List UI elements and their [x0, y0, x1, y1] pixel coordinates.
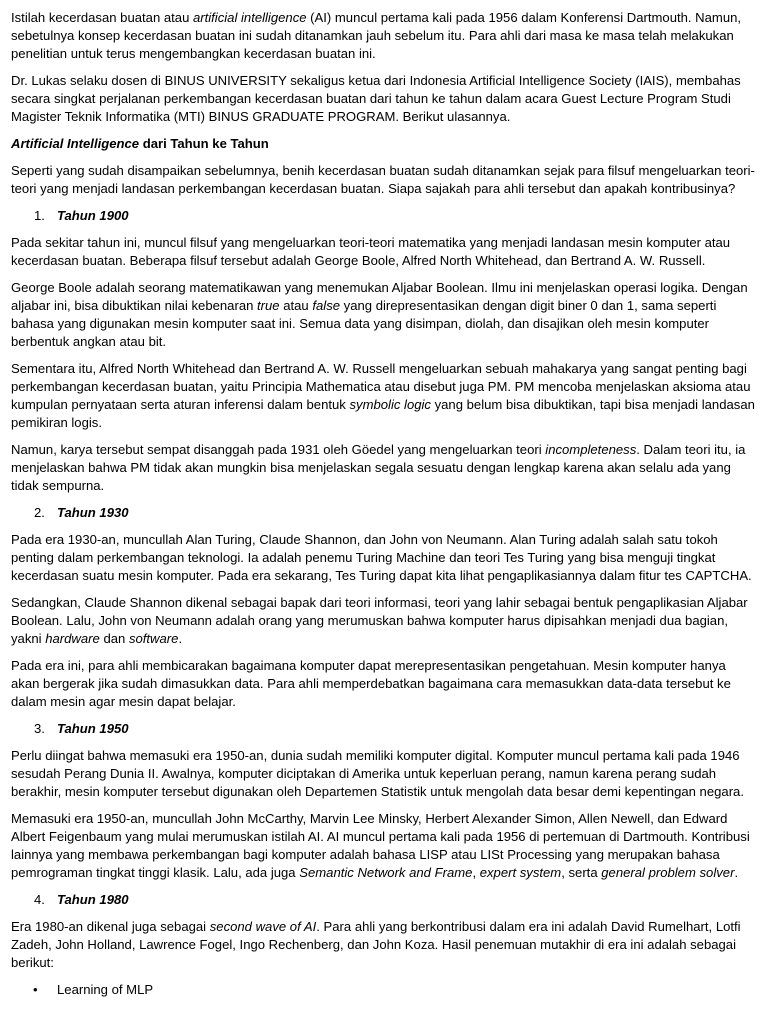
period-paragraph: Perlu diingat bahwa memasuki era 1950-an, dunia sudah memiliki komputer digital. Komputer muncul pertama kali pada 1946 sesudah Perang Dunia II. Awalnya, komputer diciptakan di Amerika untuk keperluan perang, namun karena perang sudah berakhir, mesin komputer tersebut digunakan oleh Departemen Statistik untuk mengolah data besar demi kepentingan negara. [11, 748, 744, 799]
period-paragraph: Memasuki era 1950-an, muncullah John McCarthy, Marvin Lee Minsky, Herbert Alexander Simon, Allen Newell, dan Edward Albert Feigenbaum yang mulai merumuskan istilah AI. AI muncul pertama kali pada 1956 di pertemuan di Dartmouth. Kontribusi lainnya yang membawa perkembangan bagi komputer adalah bahasa LISP atau LISt Processing yang merupakan bahasa pemrograman tingkat tinggi klasik. Lalu, ada juga Semantic Network and Frame, expert system, serta general problem solver. [11, 811, 750, 880]
bullet-icon: • [33, 982, 38, 997]
bullet-list [11, 981, 756, 999]
period-paragraph: Era 1980-an dikenal juga sebagai second wave of AI. Para ahli yang berkontribusi dalam era ini adalah David Rumelhart, Lotfi Zadeh, John Holland, Lawrence Fogel, Ingo Rechenberg, dan John Koza. Hasil penemuan mutakhir di era ini adalah sebagai berikut: [11, 919, 741, 970]
period-title: Tahun 1980 [57, 892, 129, 907]
period-paragraph: Namun, karya tersebut sempat disanggah pada 1931 oleh Göedel yang mengeluarkan teori incompleteness. Dalam teori itu, ia menjelaskan bahwa PM tidak akan mungkin bisa menjelaskan segala sesuatu dengan lengkap karena akan selalu ada yang tidak sempurna. [11, 442, 746, 493]
period-title: Tahun 1900 [57, 208, 129, 223]
period-heading [34, 207, 756, 225]
list-item [33, 981, 756, 999]
period-title: Tahun 1930 [57, 505, 129, 520]
period-paragraph: George Boole adalah seorang matematikawan yang menemukan Aljabar Boolean. Ilmu ini menjelaskan operasi logika. Dengan aljabar ini, bisa dibuktikan nilai kebenaran true atau false yang direpresentasikan dengan digit biner 0 dan 1, sama seperti bahasa yang digunakan mesin komputer saat ini. Semua data yang disimpan, diolah, dan disajikan oleh mesin komputer berbentuk angkan atau bit. [11, 280, 748, 349]
intro-paragraph-1: Istilah kecerdasan buatan atau artificial intelligence (AI) muncul pertama kali pada 1956 dalam Konferensi Dartmouth. Namun, sebetulnya konsep kecerdasan buatan ini sudah ditanamkan jauh sebelum itu. Para ahli dari masa ke masa telah melakukan penelitian untuk terus mengembangkan kecerdasan buatan ini. [11, 10, 742, 61]
article-body [11, 9, 756, 999]
period-number: 2. [34, 505, 45, 520]
period-number: 4. [34, 892, 45, 907]
list-item-label: Learning of MLP [57, 982, 154, 997]
period-heading-list [11, 891, 756, 909]
period-heading-list [11, 207, 756, 225]
period-heading-list [11, 504, 756, 522]
period-paragraph: Pada sekitar tahun ini, muncul filsuf yang mengeluarkan teori-teori matematika yang menjadi landasan mesin komputer atau kecerdasan buatan. Beberapa filsuf tersebut adalah George Boole, Alfred North Whitehead, dan Bertrand A. W. Russell. [11, 235, 731, 268]
period-title: Tahun 1950 [57, 721, 129, 736]
period-number: 1. [34, 208, 45, 223]
section-intro: Seperti yang sudah disampaikan sebelumnya, benih kecerdasan buatan sudah ditanamkan sejak para filsuf mengeluarkan teori-teori yang menjadi landasan perkembangan kecerdasan buatan. Siapa sajakah para ahli tersebut dan apakah kontribusinya? [11, 163, 755, 196]
period-list [11, 207, 756, 999]
period-number: 3. [34, 721, 45, 736]
intro-paragraph-2: Dr. Lukas selaku dosen di BINUS UNIVERSITY sekaligus ketua dari Indonesia Artificial Intelligence Society (IAIS), membahas secara singkat perjalanan perkembangan kecerdasan buatan dari tahun ke tahun dalam acara Guest Lecture Program Studi Magister Teknik Informatika (MTI) BINUS GRADUATE PROGRAM. Berikut ulasannya. [11, 73, 741, 124]
period-paragraph: Sedangkan, Claude Shannon dikenal sebagai bapak dari teori informasi, teori yang lahir sebagai bentuk pengaplikasian Aljabar Boolean. Lalu, John von Neumann adalah orang yang merumuskan bahwa komputer harus dipisahkan menjadi dua bagian, yakni hardware dan software. [11, 595, 748, 646]
period-heading [34, 504, 756, 522]
period-paragraph: Pada era 1930-an, muncullah Alan Turing, Claude Shannon, dan John von Neumann. Alan Turing adalah salah satu tokoh penting dalam perkembangan teknologi. Ia adalah penemu Turing Machine dan teori Tes Turing yang bisa menguji tingkat kecerdasan suatu mesin komputer. Pada era sekarang, Tes Turing dapat kita lihat pengaplikasiannya dalam fitur tes CAPTCHA. [11, 532, 752, 583]
period-paragraph: Sementara itu, Alfred North Whitehead dan Bertrand A. W. Russell mengeluarkan sebuah mahakarya yang sangat penting bagi perkembangan kecerdasan buatan, yaitu Principia Mathematica atau disebut juga PM. PM mencoba menjelaskan aksioma atau kumpulan pernyataan serta aturan inferensi dalam bentuk symbolic logic yang belum bisa dibuktikan, tapi bisa menjadi landasan pemikiran logis. [11, 361, 755, 430]
period-heading-list [11, 720, 756, 738]
period-heading [34, 720, 756, 738]
period-heading [34, 891, 756, 909]
section-heading: Artificial Intelligence dari Tahun ke Tahun [11, 136, 269, 151]
period-paragraph: Pada era ini, para ahli membicarakan bagaimana komputer dapat merepresentasikan pengetahuan. Mesin komputer hanya akan bergerak jika sudah dimasukkan data. Para ahli memperdebatkan bagaimana cara memasukkan data-data tersebut ke dalam mesin agar mesin dapat belajar. [11, 658, 731, 709]
